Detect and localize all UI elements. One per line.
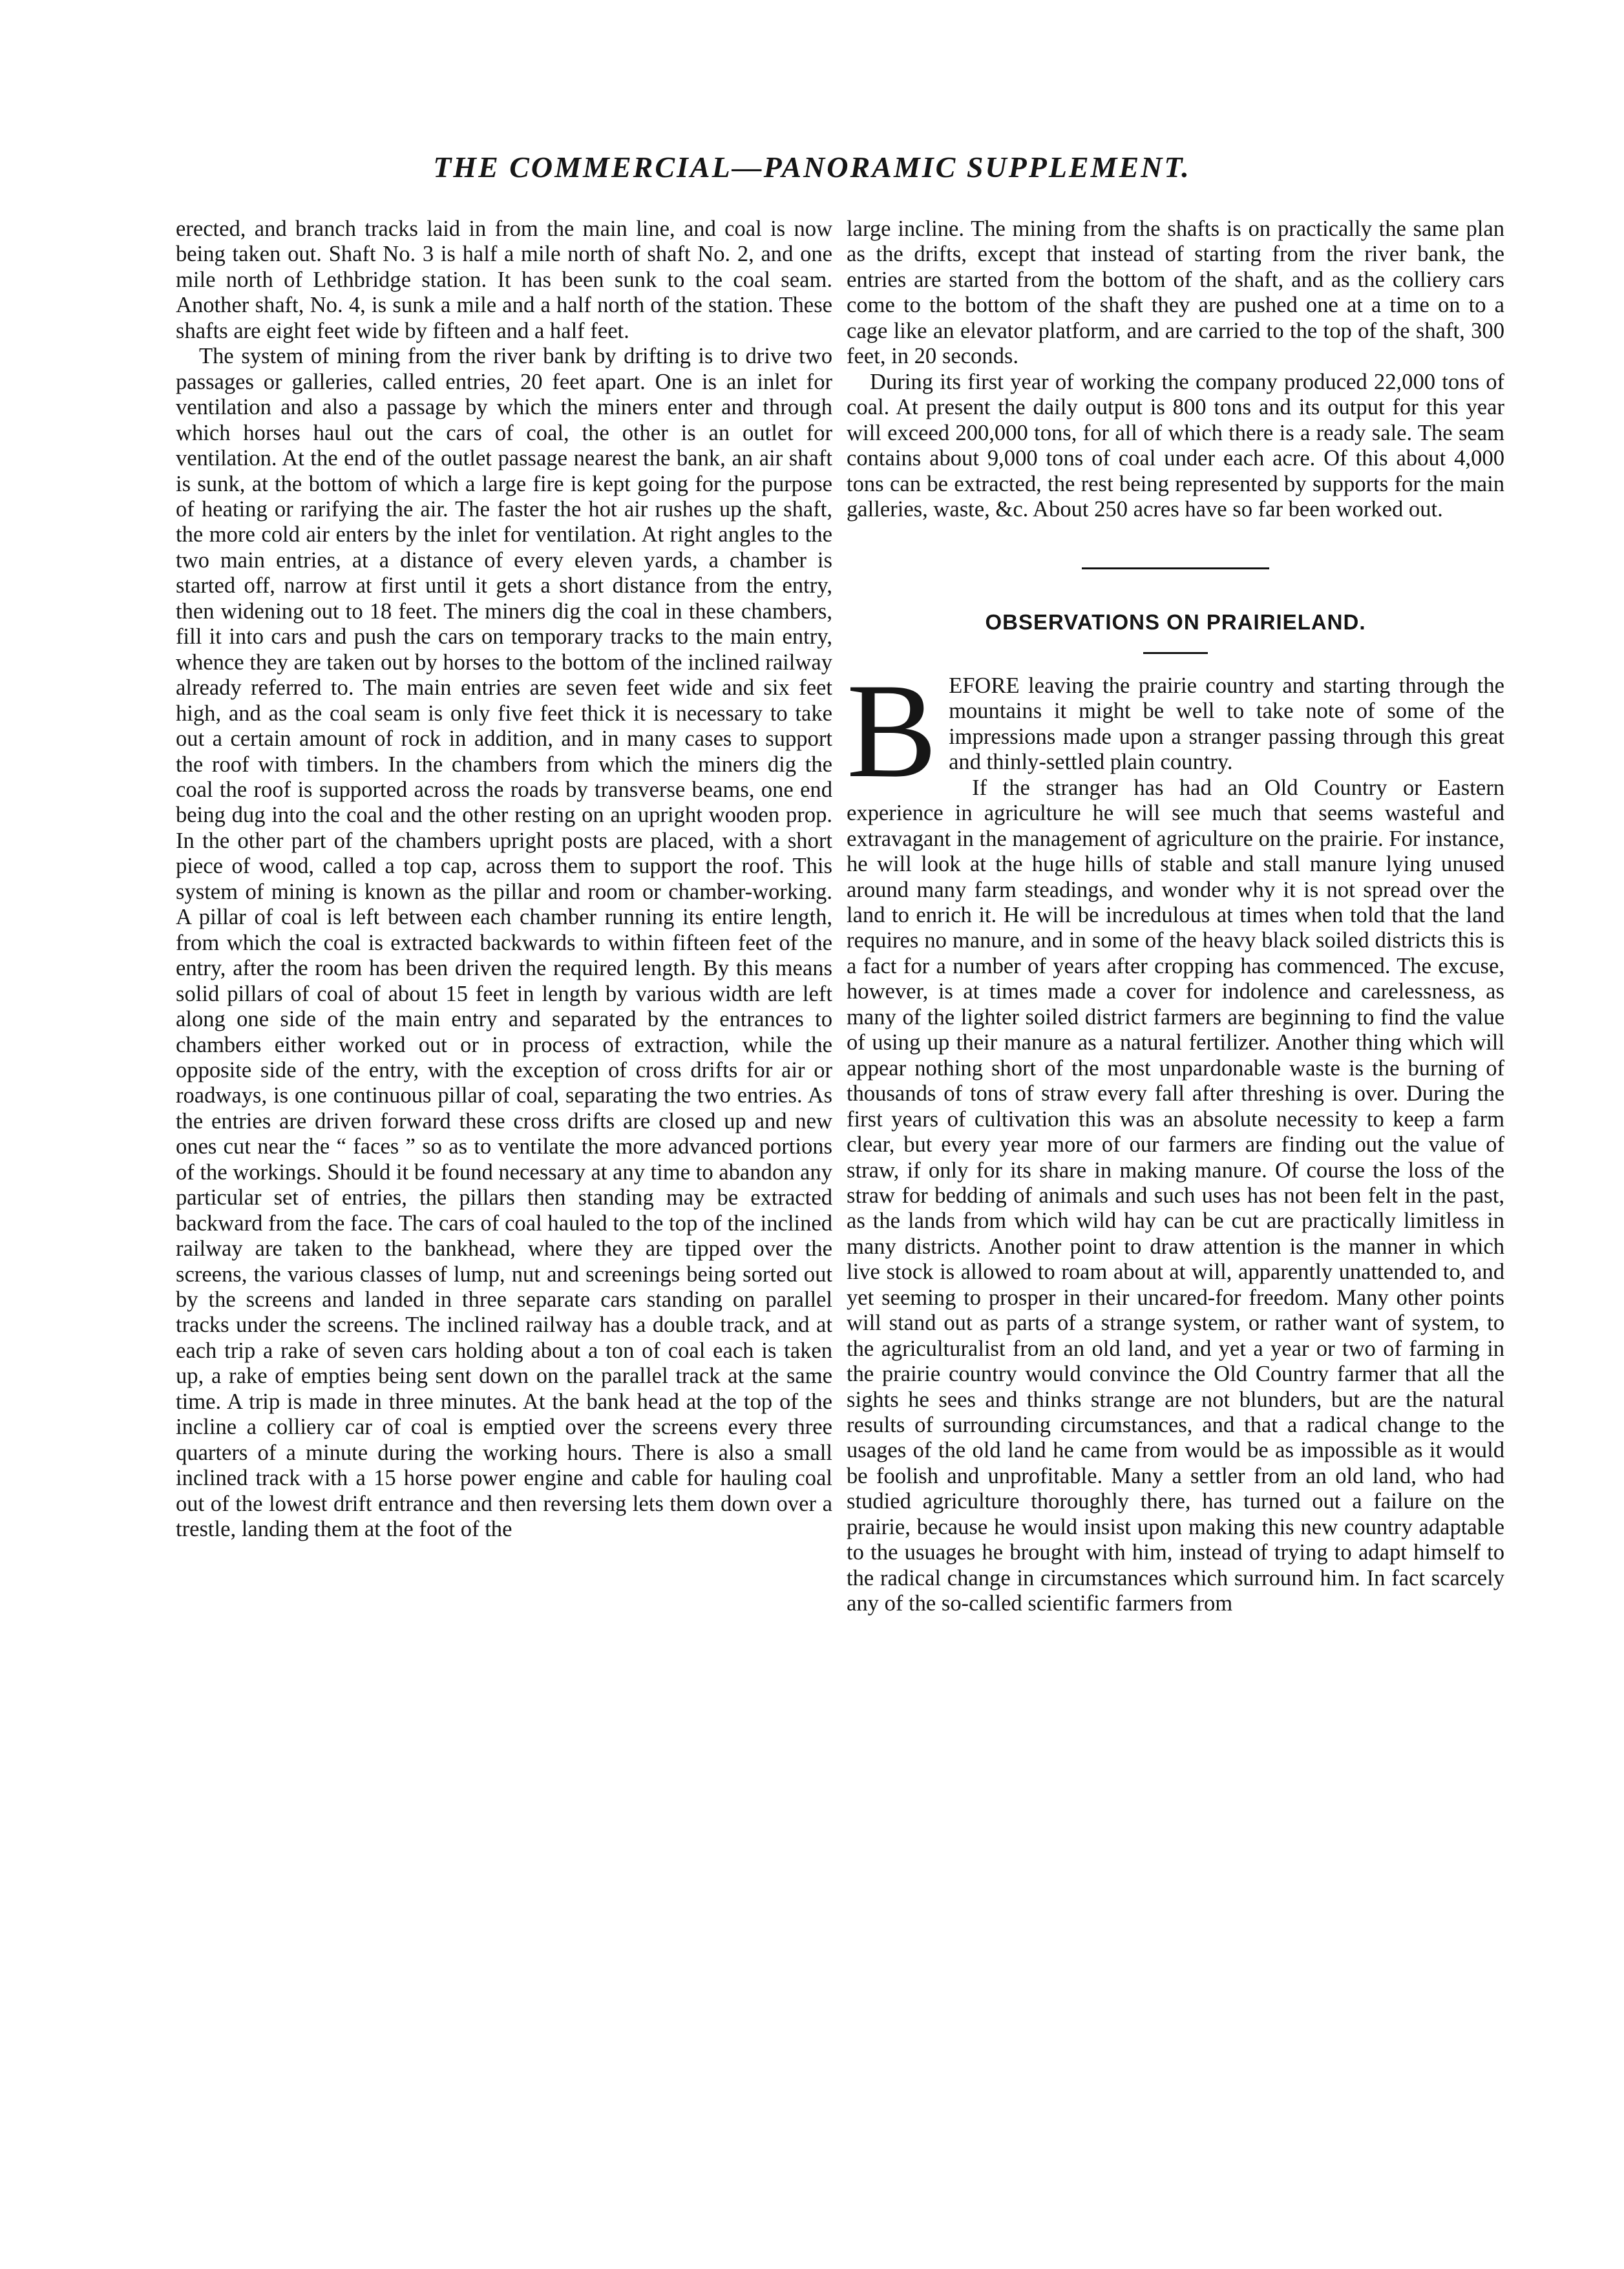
lead-paragraph	[847, 655, 1504, 806]
right-column	[847, 216, 1504, 1617]
title-rule	[1143, 652, 1208, 654]
section-title: OBSERVATIONS ON PRAIRIELAND.	[985, 610, 1366, 635]
drop-cap: B	[847, 655, 938, 806]
paragraph: During its first year of working the company produced 22,000 tons of coal. At present the daily output is 800 tons and its output for this year will exceed 200,000 tons, for all of which there is a ready sale. The seam contains about 9,000 tons of coal under each acre. Of this about 4,000 tons can be extracted, the rest being represented by supports for the main galleries, waste, &c. About 250 acres have so far been worked out.	[847, 369, 1504, 522]
running-title: THE COMMERCIAL—PANORAMIC SUPPLEMENT.	[433, 151, 1191, 184]
lead-text: EFORE leaving the prairie country and starting through the mountains it might be well to take note of some of the impressions made upon a stranger passing through this great and thinly-settled plain country.	[949, 673, 1504, 775]
paragraph: The system of mining from the river bank by drifting is to drive two passages or galleries, called entries, 20 feet apart. One is an inlet for ventilation and also a passage by which the miners enter and through which horses haul out the cars of coal, the other is an outlet for ventilation. At the end of the outlet passage nearest the bank, an air shaft is sunk, at the bottom of which a large fire is kept going for the purpose of heating or rarifying the air. The faster the hot air rushes up the shaft, the more cold air enters by the inlet for ventilation. At right angles to the two main entries, at a distance of every eleven yards, a chamber is started off, narrow at first until it gets a short distance from the entry, then widening out to 18 feet. The miners dig the coal in these chambers, fill it into cars and push the cars on temporary tracks to the main entry, whence they are taken out by horses to the bottom of the inclined railway already referred to. The main entries are seven feet wide and six feet high, and as the coal seam is only five feet thick it is necessary to take out a certain amount of rock in addition, and in many cases to support the roof with timbers. In the chambers from which the miners dig the coal the roof is supported across the roads by transverse beams, one end being dug into the coal and the other resting on an upright wooden prop. In the other part of the chambers upright posts are placed, with a short piece of wood, called a top cap, across them to support the roof. This system of mining is known as the pillar and room or chamber-working. A pillar of coal is left between each chamber running its entire length, from which the coal is extracted backwards to within fifteen feet of the entry, after the room has been driven the required length. By this means solid pillars of coal of about 15 feet in length by various width are left along one side of the main entry and separated by the entrances to chambers either worked out or in process of extraction, while the opposite side of the entry, with the exception of cross drifts for air or roadways, is one continuous pillar of coal, separating the two entries. As the entries are driven forward these cross drifts are closed up and new ones cut near the “ faces ” so as to ventilate the more advanced portions of the workings. Should it be found necessary at any time to abandon any particular set of entries, the pillars then standing may be extracted backward from the face. The cars of coal hauled to the top of the inclined railway are taken to the bankhead, where they are tipped over the screens, the various classes of lump, nut and screenings being sorted out by the screens and landed in three separate cars standing on parallel tracks under the screens. The inclined railway has a double track, and at each trip a rake of seven cars holding about a ton of coal each is taken up, a rake of empties being sent down on the parallel track at the same time. A trip is made in three minutes. At the bank head at the top of the incline a colliery car of coal is emptied over the screens every three quarters of a minute during the working hours. There is also a small inclined track with a 15 horse power engine and cable for hauling coal out of the lowest drift entrance and then reversing lets them down over a trestle, landing them at the foot of the	[176, 344, 832, 1542]
section-divider	[1082, 567, 1269, 569]
paragraph: large incline. The mining from the shafts is on practically the same plan as the drifts, except that instead of starting from the river bank, the entries are started from the bottom of the shaft, and as the colliery cars come to the bottom of the shaft they are pushed one at a time on to a cage like an elevator platform, and are carried to the top of the shaft, 300 feet, in 20 seconds.	[847, 216, 1504, 369]
left-column	[176, 216, 832, 1543]
paragraph: If the stranger has had an Old Country or Eastern experience in agriculture he will see much that seems wasteful and extravagant in the management of agriculture on the prairie. For instance, he will look at the huge hills of stable and stall manure lying unused around many farm steadings, and wonder why it is not spread over the land to enrich it. He will be incredulous at times when told that the land requires no manure, and in some of the heavy black soiled districts this is a fact for a number of years after cropping has commenced. The excuse, however, is at times made a cover for indolence and carelessness, as many of the lighter soiled district farmers are beginning to find the value of using up their manure as a natural fertilizer. Another thing which will appear nothing short of the most unpardonable waste is the burning of thousands of tons of straw every fall after threshing is over. During the first years of cultivation this was an absolute necessity to keep a farm clear, but every year more of our farmers are finding out the value of straw, if only for its share in making manure. Of course the loss of the straw for bedding of animals and such uses has not been felt in the past, as the lands from which wild hay can be cut are practically limitless in many districts. Another point to draw attention is the manner in which live stock is allowed to roam about at will, apparently unattended to, and yet seeming to prosper in their uncared-for freedom. Many other points will stand out as parts of a strange system, or rather want of system, to the agriculturalist from an old land, and yet a year or two of farming in the prairie country would convince the Old Country farmer that all the sights he sees and thinks strange are not blunders, but are the natural results of surrounding circumstances, and that a radical change to the usages of the old land he came from would be as impossible as it would be foolish and unprofitable. Many a settler from an old land, who had studied agriculture thoroughly there, has turned out a failure on the prairie, because he would insist upon making this new country adaptable to the usuages he brought with him, instead of trying to adapt himself to the radical change in circumstances which surround him. In fact scarcely any of the so-called scientific farmers from	[847, 775, 1504, 1616]
paragraph: erected, and branch tracks laid in from the main line, and coal is now being taken out. Shaft No. 3 is half a mile north of shaft No. 2, and one mile north of Lethbridge station. It has been sunk to the coal seam. Another shaft, No. 4, is sunk a mile and a half north of the station. These shafts are eight feet wide by fifteen and a half feet.	[176, 216, 832, 343]
